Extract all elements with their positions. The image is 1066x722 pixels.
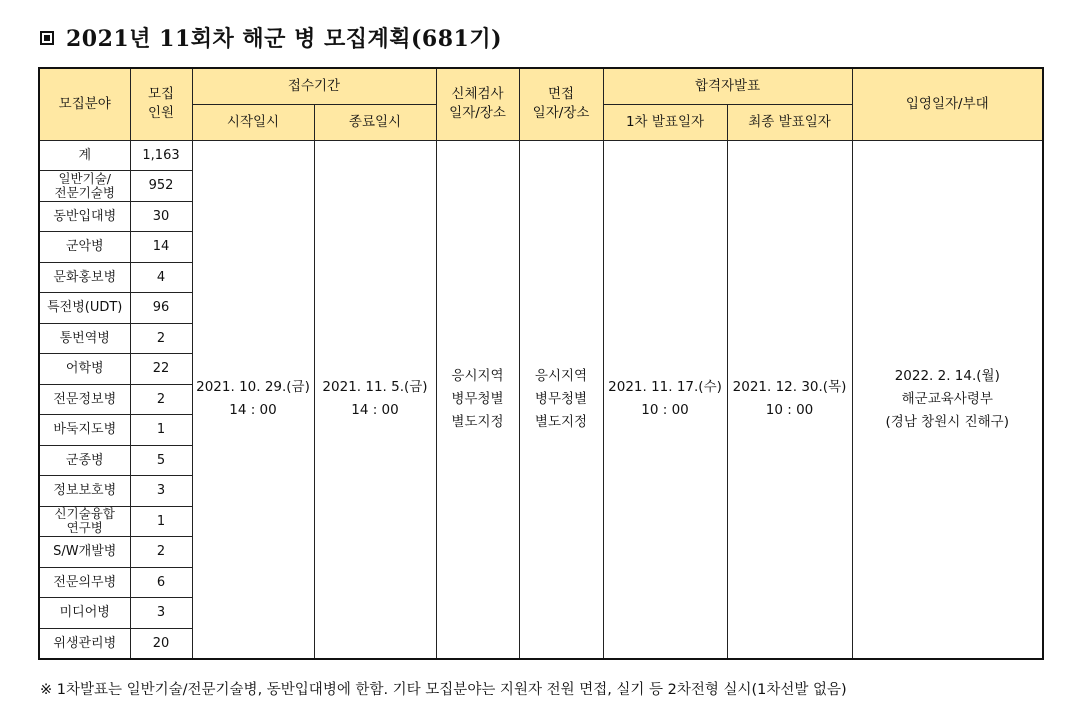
header-interview-line2: 일자/장소 (532, 105, 590, 122)
count-cell: 2 (130, 384, 192, 415)
apply-end-cell-line: 14 : 00 (351, 402, 399, 419)
physical-cell-line: 병무청별 (451, 390, 504, 407)
physical-cell-line: 별도지정 (451, 413, 504, 430)
field-text: 어학병 (65, 361, 104, 377)
field-text: 동반입대병 (53, 208, 117, 224)
field-cell (39, 506, 130, 537)
header-apply-end: 종료일시 (314, 104, 436, 140)
field-text: 군악병 (65, 239, 104, 255)
physical-cell (436, 140, 519, 659)
apply-start-cell (192, 140, 314, 659)
enlist-cell-line: (경남 창원시 진해구) (885, 413, 1009, 430)
field-cell (39, 354, 130, 385)
field-text: 신기술융합 (54, 506, 115, 522)
announce-first-cell (603, 140, 727, 659)
enlist-cell-line: 해군교육사령부 (901, 390, 993, 407)
count-cell: 22 (130, 354, 192, 385)
apply-start-cell-line: 14 : 00 (229, 402, 277, 419)
header-physical-line2: 일자/장소 (449, 105, 506, 122)
interview-cell-line: 응시지역 (534, 367, 588, 384)
page-title (40, 22, 502, 53)
header-apply-start: 시작일시 (192, 104, 314, 140)
field-cell (39, 171, 130, 202)
field-text: 전문정보병 (53, 391, 117, 407)
recruitment-plan-table (38, 67, 1044, 660)
count-cell: 3 (130, 476, 192, 507)
header-physical (436, 68, 519, 140)
field-text: 바둑지도병 (53, 422, 117, 438)
header-announce-final: 최종 발표일자 (727, 104, 852, 140)
field-cell (39, 232, 130, 263)
count-cell: 30 (130, 201, 192, 232)
count-cell: 3 (130, 598, 192, 629)
field-cell (39, 628, 130, 659)
table-row (39, 140, 1043, 171)
header-announce: 합격자발표 (603, 68, 852, 104)
count-cell: 1,163 (130, 140, 192, 171)
field-text: S/W개발병 (53, 544, 117, 560)
field-cell (39, 567, 130, 598)
count-cell: 952 (130, 171, 192, 202)
field-text: 위생관리병 (53, 635, 117, 651)
interview-cell-line: 별도지정 (534, 413, 588, 430)
header-count-line1: 모집 (147, 86, 175, 103)
apply-start-cell-line: 2021. 10. 29.(금) (196, 379, 310, 396)
interview-cell-line: 병무청별 (534, 390, 588, 407)
field-cell (39, 323, 130, 354)
header-enlist: 입영일자/부대 (852, 68, 1043, 140)
field-text: 계 (78, 147, 92, 163)
field-text: 특전병(UDT) (47, 300, 123, 316)
field-cell (39, 415, 130, 446)
field-text: 연구병 (66, 520, 103, 536)
announce-final-cell-line: 2021. 12. 30.(목) (732, 379, 847, 396)
field-text: 군종병 (65, 452, 104, 468)
announce-first-cell-line: 2021. 11. 17.(수) (608, 379, 722, 396)
field-cell (39, 293, 130, 324)
square-bullet-icon (40, 31, 54, 45)
count-cell: 2 (130, 323, 192, 354)
header-field: 모집분야 (39, 68, 130, 140)
field-cell (39, 384, 130, 415)
field-cell (39, 445, 130, 476)
count-cell: 2 (130, 537, 192, 568)
header-interview-line1: 면접 (547, 86, 575, 103)
count-cell: 1 (130, 506, 192, 537)
enlist-cell-line: 2022. 2. 14.(월) (894, 367, 1000, 384)
field-cell (39, 262, 130, 293)
interview-cell (519, 140, 603, 659)
field-cell (39, 201, 130, 232)
announce-first-cell-line: 10 : 00 (641, 402, 689, 419)
field-text: 전문기술병 (54, 184, 115, 200)
footnote: ※ 1차발표는 일반기술/전문기술병, 동반입대병에 한함. 기타 모집분야는 지원자 전원 면접, 실기 등 2차전형 실시(1차선발 없음) (40, 682, 847, 698)
header-count (130, 68, 192, 140)
apply-end-cell-line: 2021. 11. 5.(금) (322, 379, 428, 396)
field-text: 통번역병 (59, 330, 110, 346)
table-body (39, 140, 1043, 659)
header-interview (519, 68, 603, 140)
announce-final-cell-line: 10 : 00 (765, 402, 814, 419)
header-apply-period: 접수기간 (192, 68, 436, 104)
apply-end-cell (314, 140, 436, 659)
count-cell: 20 (130, 628, 192, 659)
announce-final-cell (727, 140, 852, 659)
field-cell (39, 476, 130, 507)
count-cell: 96 (130, 293, 192, 324)
count-cell: 14 (130, 232, 192, 263)
field-cell (39, 140, 130, 171)
field-cell (39, 537, 130, 568)
page-title-text: 2021년 11회차 해군 병 모집계획(681기) (66, 26, 502, 52)
field-cell (39, 598, 130, 629)
field-text: 문화홍보병 (53, 269, 117, 285)
enlist-cell (852, 140, 1043, 659)
header-announce-first: 1차 발표일자 (603, 104, 727, 140)
field-text: 미디어병 (59, 605, 110, 621)
header-physical-line1: 신체검사 (451, 86, 504, 103)
header-count-line2: 인원 (147, 105, 175, 122)
field-text: 일반기술/ (58, 170, 111, 186)
count-cell: 1 (130, 415, 192, 446)
count-cell: 6 (130, 567, 192, 598)
count-cell: 4 (130, 262, 192, 293)
field-text: 전문의무병 (53, 574, 117, 590)
count-cell: 5 (130, 445, 192, 476)
physical-cell-line: 응시지역 (451, 367, 504, 384)
field-text: 정보보호병 (53, 483, 117, 499)
